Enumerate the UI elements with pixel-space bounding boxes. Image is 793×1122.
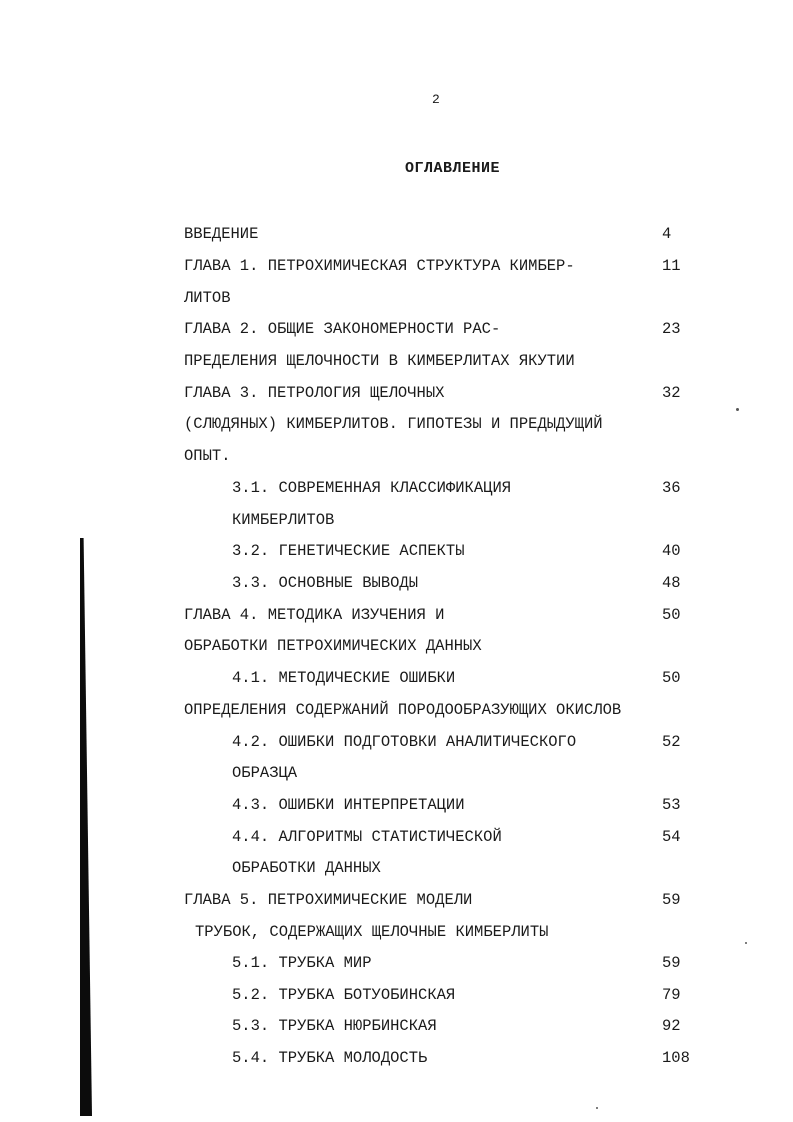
toc-entry-text: 4.2. ОШИБКИ ПОДГОТОВКИ АНАЛИТИЧЕСКОГО — [232, 733, 577, 751]
toc-entry-text: (СЛЮДЯНЫХ) КИМБЕРЛИТОВ. ГИПОТЕЗЫ И ПРЕДЫДУЩИЙ — [184, 415, 603, 433]
toc-entry — [232, 539, 792, 563]
toc-entry — [232, 508, 792, 532]
toc-entry — [184, 317, 744, 341]
toc-entry-page: 4 — [662, 225, 672, 243]
toc-entry — [184, 888, 744, 912]
toc-entry-text: ОПЫТ. — [184, 447, 231, 465]
toc-entry-text: 4.3. ОШИБКИ ИНТЕРПРЕТАЦИИ — [232, 796, 465, 814]
toc-entry-text: ОБРАБОТКИ ДАННЫХ — [232, 859, 381, 877]
page-number: 2 — [432, 92, 440, 107]
toc-entry-text: 5.2. ТРУБКА БОТУОБИНСКАЯ — [232, 986, 456, 1004]
toc-entry — [184, 286, 744, 310]
toc-entry — [232, 825, 792, 849]
toc-entry-text: ТРУБОК, СОДЕРЖАЩИХ ЩЕЛОЧНЫЕ КИМБЕРЛИТЫ — [195, 923, 549, 941]
toc-entry-page: 23 — [662, 320, 681, 338]
toc-entry — [232, 983, 792, 1007]
toc-entry — [232, 571, 792, 595]
toc-entry-text: КИМБЕРЛИТОВ — [232, 511, 335, 529]
toc-entry-page: 32 — [662, 384, 681, 402]
toc-entry-text: 4.1. МЕТОДИЧЕСКИЕ ОШИБКИ — [232, 669, 456, 687]
toc-entry-text: ГЛАВА 1. ПЕТРОХИМИЧЕСКАЯ СТРУКТУРА КИМБЕР- — [184, 257, 575, 275]
toc-entry-page: 50 — [662, 606, 681, 624]
toc-entry-page: 52 — [662, 733, 681, 751]
toc-entry-page: 59 — [662, 954, 681, 972]
toc-entry — [184, 603, 744, 627]
toc-entry — [184, 444, 744, 468]
toc-entry — [232, 1046, 792, 1070]
toc-entry — [184, 381, 744, 405]
toc-entry — [232, 476, 792, 500]
toc-entry-text: ВВЕДЕНИЕ — [184, 225, 259, 243]
toc-entry — [232, 856, 792, 880]
toc-entry-page: 48 — [662, 574, 681, 592]
toc-entry — [232, 951, 792, 975]
toc-entry-text: 3.1. СОВРЕМЕННАЯ КЛАССИФИКАЦИЯ — [232, 479, 512, 497]
toc-entry — [184, 634, 744, 658]
toc-entry — [232, 666, 792, 690]
toc-entry-page: 11 — [662, 257, 681, 275]
toc-entry-text: 3.3. ОСНОВНЫЕ ВЫВОДЫ — [232, 574, 419, 592]
toc-entry — [232, 1014, 792, 1038]
toc-entry-page: 92 — [662, 1017, 681, 1035]
toc-entry-page: 79 — [662, 986, 681, 1004]
toc-entry — [232, 793, 792, 817]
toc-entry — [195, 920, 755, 944]
toc-entry — [184, 254, 744, 278]
toc-entry-text: 3.2. ГЕНЕТИЧЕСКИЕ АСПЕКТЫ — [232, 542, 465, 560]
toc-entry-text: ПРЕДЕЛЕНИЯ ЩЕЛОЧНОСТИ В КИМБЕРЛИТАХ ЯКУТИИ — [184, 352, 575, 370]
toc-entry-page: 40 — [662, 542, 681, 560]
toc-entry-text: 5.1. ТРУБКА МИР — [232, 954, 372, 972]
toc-entry — [184, 349, 744, 373]
toc-entry-text: 5.3. ТРУБКА НЮРБИНСКАЯ — [232, 1017, 437, 1035]
toc-entry-page: 108 — [662, 1049, 690, 1067]
toc-entry-page: 50 — [662, 669, 681, 687]
toc-entry-text: ЛИТОВ — [184, 289, 231, 307]
toc-entry-text: ГЛАВА 5. ПЕТРОХИМИЧЕСКИЕ МОДЕЛИ — [184, 891, 473, 909]
toc-entry-text: 5.4. ТРУБКА МОЛОДОСТЬ — [232, 1049, 428, 1067]
toc-entry-page: 54 — [662, 828, 681, 846]
toc-entry — [232, 730, 792, 754]
toc-entry — [184, 412, 744, 436]
toc-entry — [232, 761, 792, 785]
toc-entry-text: ГЛАВА 4. МЕТОДИКА ИЗУЧЕНИЯ И — [184, 606, 445, 624]
toc-entry-text: ГЛАВА 2. ОБЩИЕ ЗАКОНОМЕРНОСТИ РАС- — [184, 320, 501, 338]
toc-entry-page: 36 — [662, 479, 681, 497]
toc-entry-text: ОБРАБОТКИ ПЕТРОХИМИЧЕСКИХ ДАННЫХ — [184, 637, 482, 655]
toc-entry-text: ГЛАВА 3. ПЕТРОЛОГИЯ ЩЕЛОЧНЫХ — [184, 384, 445, 402]
toc-title: ОГЛАВЛЕНИЕ — [405, 160, 501, 177]
toc-entry-page: 53 — [662, 796, 681, 814]
toc-entry-text: 4.4. АЛГОРИТМЫ СТАТИСТИЧЕСКОЙ — [232, 828, 502, 846]
toc-entry-text: ОПРЕДЕЛЕНИЯ СОДЕРЖАНИЙ ПОРОДООБРАЗУЮЩИХ ОКИСЛОВ — [184, 701, 622, 719]
toc-entry — [184, 222, 744, 246]
toc-entry-page: 59 — [662, 891, 681, 909]
toc-entry — [184, 698, 744, 722]
toc-entry-text: ОБРАЗЦА — [232, 764, 298, 782]
